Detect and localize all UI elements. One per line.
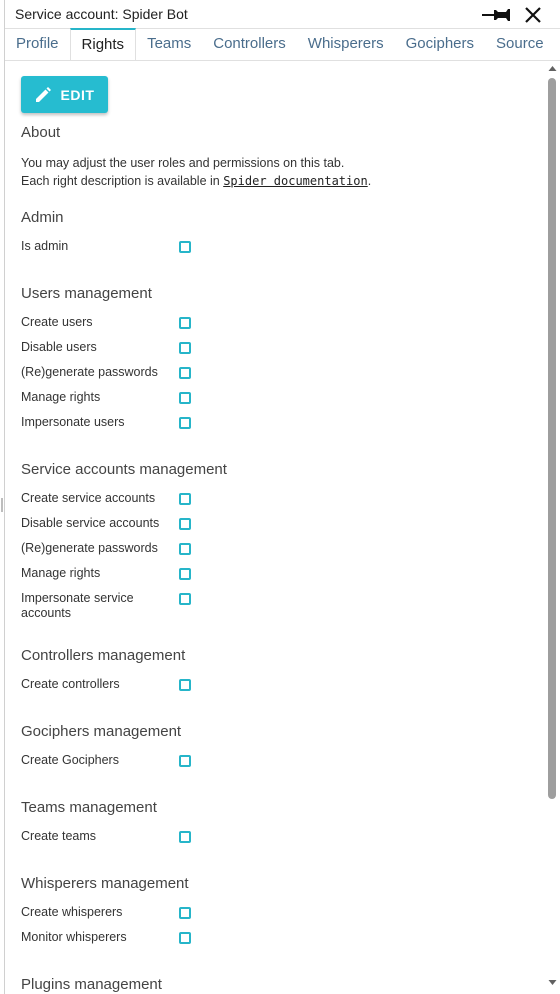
close-icon[interactable] <box>523 5 543 25</box>
checkbox-disable-service-accounts[interactable] <box>179 518 191 530</box>
tab-gociphers[interactable]: Gociphers <box>405 35 475 52</box>
right-label-monitor-whisperers: Monitor whisperers <box>21 930 127 944</box>
section-title-teams-management: Teams management <box>21 799 157 816</box>
checkbox-is-admin[interactable] <box>179 241 191 253</box>
checkbox-create-teams[interactable] <box>179 831 191 843</box>
about-line-2-suffix: . <box>367 174 372 188</box>
tab-teams[interactable]: Teams <box>147 35 192 52</box>
edit-button[interactable] <box>21 76 108 113</box>
checkbox-disable-users[interactable] <box>179 342 191 354</box>
window-title: Service account: Spider Bot <box>15 6 188 22</box>
scrollbar-thumb[interactable] <box>548 78 556 799</box>
right-label-create-gociphers: Create Gociphers <box>21 753 119 767</box>
rights-panel <box>5 62 545 994</box>
section-title-controllers-management: Controllers management <box>21 647 186 664</box>
checkbox-impersonate-users[interactable] <box>179 417 191 429</box>
tab-profile[interactable]: Profile <box>16 35 59 52</box>
section-title-users-management: Users management <box>21 285 152 302</box>
checkbox-sa-regenerate-passwords[interactable] <box>179 543 191 555</box>
right-label-impersonate-service-accounts: Impersonate service accounts <box>21 591 134 620</box>
window-titlebar <box>5 0 560 29</box>
right-label-create-whisperers: Create whisperers <box>21 905 123 919</box>
right-label-create-service-accounts: Create service accounts <box>21 491 156 505</box>
about-title: About <box>21 124 61 141</box>
about-line-2 <box>21 172 371 190</box>
checkbox-create-service-accounts[interactable] <box>179 493 191 505</box>
right-label-create-teams: Create teams <box>21 829 97 843</box>
tab-whisperers[interactable]: Whisperers <box>307 35 384 52</box>
edit-button-label: EDIT <box>60 86 95 103</box>
right-label-disable-service-accounts: Disable service accounts <box>21 516 160 530</box>
section-title-admin: Admin <box>21 209 64 226</box>
checkbox-create-controllers[interactable] <box>179 679 191 691</box>
right-label-users-regenerate-passwords: (Re)generate passwords <box>21 365 158 379</box>
checkbox-users-regenerate-passwords[interactable] <box>179 367 191 379</box>
right-label-create-users: Create users <box>21 315 93 329</box>
spider-documentation-link[interactable]: Spider documentation <box>223 174 368 188</box>
section-title-whisperers-management: Whisperers management <box>21 875 189 892</box>
about-line-2-prefix: Each right description is available in <box>21 174 224 188</box>
right-label-sa-regenerate-passwords: (Re)generate passwords <box>21 541 158 555</box>
right-label-create-controllers: Create controllers <box>21 677 120 691</box>
checkbox-sa-manage-rights[interactable] <box>179 568 191 580</box>
tab-controllers[interactable]: Controllers <box>213 35 286 52</box>
right-label-users-manage-rights: Manage rights <box>21 390 101 404</box>
checkbox-create-gociphers[interactable] <box>179 755 191 767</box>
vertical-scrollbar[interactable] <box>545 62 560 994</box>
scroll-up-arrow-icon[interactable] <box>548 64 557 73</box>
checkbox-create-users[interactable] <box>179 317 191 329</box>
right-label-sa-manage-rights: Manage rights <box>21 566 101 580</box>
section-title-plugins-management: Plugins management <box>21 976 162 993</box>
tab-bar <box>5 29 560 61</box>
edge-marker <box>1 498 3 512</box>
checkbox-impersonate-service-accounts[interactable] <box>179 593 191 605</box>
section-title-service-accounts-management: Service accounts management <box>21 461 227 478</box>
right-label-disable-users: Disable users <box>21 340 97 354</box>
tab-source[interactable]: Source <box>496 35 544 52</box>
checkbox-monitor-whisperers[interactable] <box>179 932 191 944</box>
checkbox-users-manage-rights[interactable] <box>179 392 191 404</box>
right-label-impersonate-users: Impersonate users <box>21 415 125 429</box>
about-text <box>21 154 371 190</box>
checkbox-create-whisperers[interactable] <box>179 907 191 919</box>
pin-icon[interactable] <box>482 6 512 24</box>
about-line-1: You may adjust the user roles and permissions on this tab. <box>21 156 345 170</box>
section-title-gociphers-management: Gociphers management <box>21 723 182 740</box>
tab-rights[interactable]: Rights <box>70 28 137 60</box>
scroll-down-arrow-icon[interactable] <box>548 978 557 987</box>
right-label-is-admin: Is admin <box>21 239 69 253</box>
pencil-icon <box>35 87 51 103</box>
